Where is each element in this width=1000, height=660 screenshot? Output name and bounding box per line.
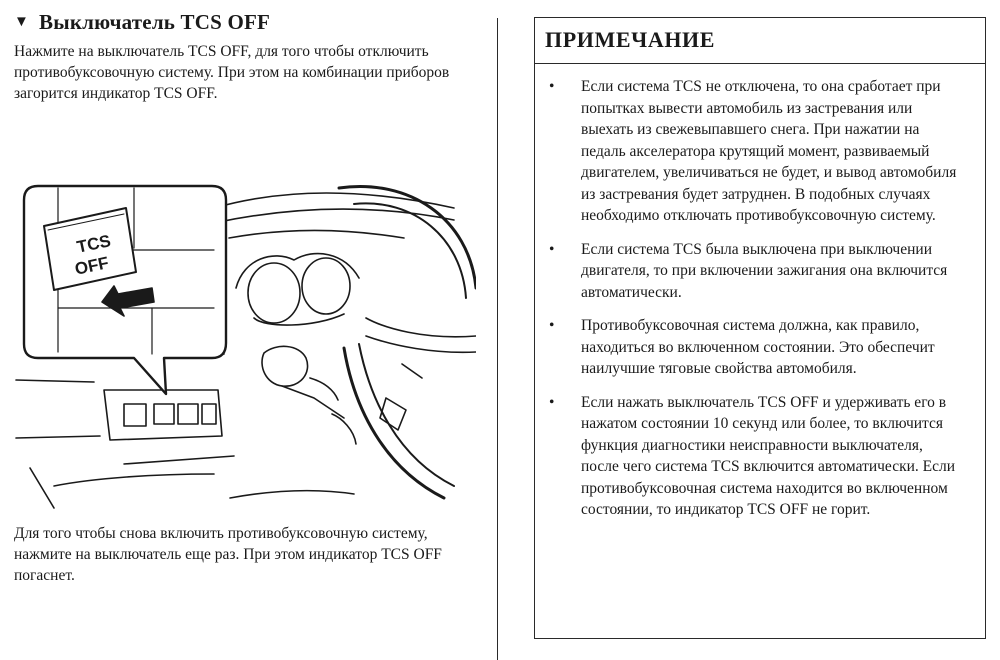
note-list bbox=[535, 64, 985, 521]
note-item bbox=[545, 315, 963, 380]
outro-paragraph: Для того чтобы снова включить противобуксовочную систему, нажмите на выключатель еще раз. При этом индикатор TCS OFF погаснет. bbox=[14, 525, 442, 584]
bullet-icon: • bbox=[549, 240, 555, 258]
triangle-marker-icon: ▼ bbox=[14, 14, 30, 30]
bullet-icon: • bbox=[549, 393, 555, 411]
intro-paragraph: Нажмите на выключатель TCS OFF, для того чтобы отключить противобуксовочную систему. При этом на комбинации приборов загорится индикатор TCS OFF. bbox=[14, 43, 450, 102]
tcs-button-label-line2: OFF bbox=[73, 253, 111, 279]
tcs-button-label-line1: TCS bbox=[75, 231, 113, 257]
section-title-text: Выключатель TCS OFF bbox=[39, 10, 271, 34]
note-box bbox=[534, 17, 986, 639]
bullet-icon: • bbox=[549, 317, 555, 334]
section-title bbox=[14, 10, 474, 35]
note-title: ПРИМЕЧАНИЕ bbox=[535, 18, 985, 64]
note-item-text: Если система TCS была выключена при выключении двигателя, то при включении зажигания она включится автоматически. bbox=[581, 240, 948, 301]
note-item-text: Если нажать выключатель TCS OFF и удерживать его в нажатом состоянии 10 секунд или более, то включится функция диагностики неисправности выключателя, после чего система TCS включится автоматически. Если противобуксовочная система находится во включенном состоянии, то индикатор TCS OFF не горит. bbox=[581, 393, 956, 518]
note-item-text: Противобуксовочная система должна, как правило, находиться во включенном состоянии. Это обеспечит наилучшие тяговые свойства автомобиля. bbox=[581, 317, 935, 377]
tcs-switch-illustration bbox=[14, 168, 476, 510]
bullet-icon: • bbox=[549, 78, 555, 95]
note-item-text: Если система TCS не отключена, то она сработает при попытках вывести автомобиль из застревания или выехать из свежевыпавшего снега. При нажатии на педаль акселератора крутящий момент, развиваемый двигателем, увеличиваться не будет, и вывод автомобиля из застревания будет затруднен. В подобных случаях необходимо отключать противобуксовочную систему. bbox=[581, 78, 957, 224]
note-item bbox=[545, 76, 963, 227]
note-item bbox=[545, 392, 963, 521]
left-column bbox=[14, 10, 474, 584]
note-item bbox=[545, 239, 963, 304]
column-divider bbox=[497, 18, 498, 660]
